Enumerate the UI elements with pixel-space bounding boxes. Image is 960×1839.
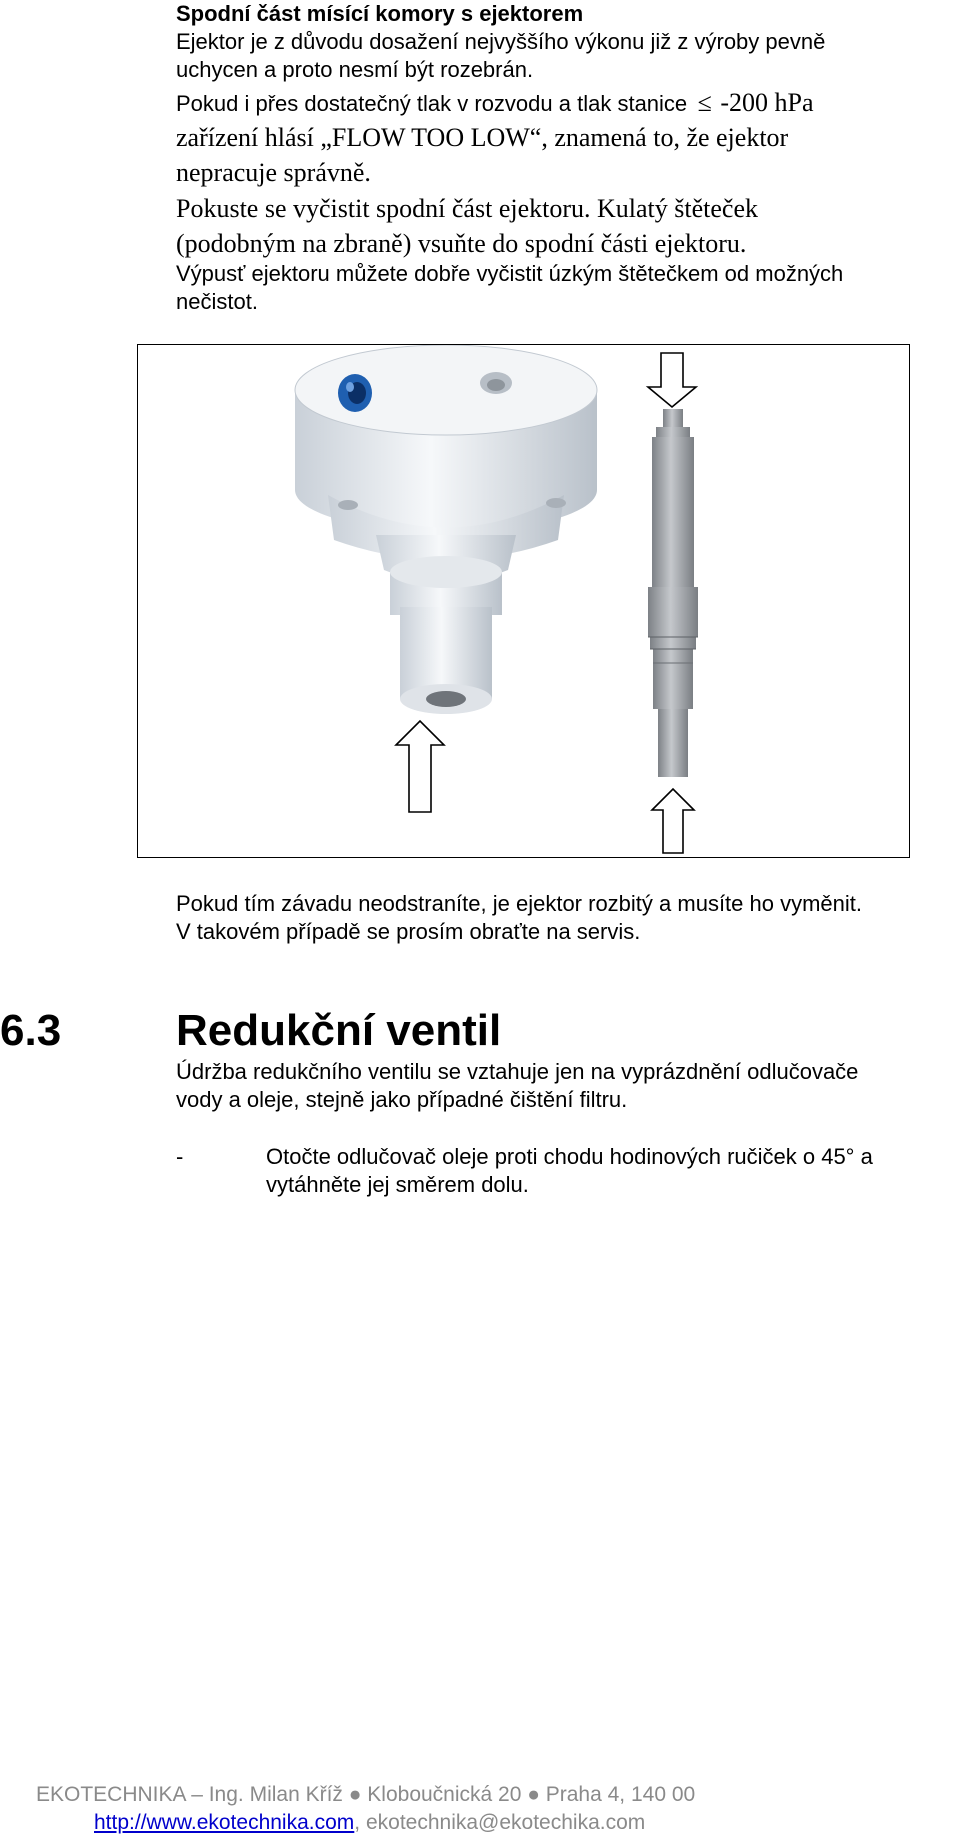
after-figure-line-2: V takovém případě se prosím obraťte na servis. <box>176 919 641 944</box>
pressure-line-text: Pokud i přes dostatečný tlak v rozvodu a tlak stanice <box>176 91 688 116</box>
footer-email: ekotechnika@ekotechika.com <box>365 1811 646 1834</box>
bullet-line-1: Otočte odlučovač oleje proti chodu hodinových ručiček o 45° a <box>266 1144 873 1169</box>
down-arrow-icon <box>648 353 696 407</box>
pressure-value: -200 hPa <box>720 88 814 117</box>
outlet-line-1: Výpusť ejektoru můžete dobře vyčistit úzkým štětečkem od možných <box>176 261 844 286</box>
after-figure-line-1: Pokud tím závadu neodstraníte, je ejektor rozbitý a musíte ho vyměnit. <box>176 891 863 916</box>
bullet-marker: - <box>176 1144 184 1169</box>
ejector-rod <box>648 409 698 777</box>
footer-separator: , <box>354 1811 366 1834</box>
section-body-line-1: Údržba redukčního ventilu se vztahuje jen na vyprázdnění odlučovače <box>176 1059 859 1084</box>
intro-line-1: Ejektor je z důvodu dosažení nejvyššího výkonu již z výroby pevně <box>176 29 826 54</box>
pressure-symbol: ≤ <box>697 88 712 117</box>
footer-contact <box>94 1809 645 1836</box>
intro-line-2: uchycen a proto nesmí být rozebrán. <box>176 57 534 82</box>
serif-line-3: Pokuste se vyčistit spodní část ejektoru. Kulatý štěteček <box>176 194 758 223</box>
footer-website-link[interactable]: http://www.ekotechnika.com <box>94 1811 355 1834</box>
section-body-line-2: vody a oleje, stejně jako případné čištění filtru. <box>176 1087 628 1112</box>
blue-fitting-icon <box>338 374 372 412</box>
footer-address: EKOTECHNIKA – Ing. Milan Kříž ● Kloboučnická 20 ● Praha 4, 140 00 <box>36 1783 696 1806</box>
serif-line-2: nepracuje správně. <box>176 158 371 187</box>
section-number: 6.3 <box>0 1006 62 1055</box>
bullet-line-2: vytáhněte jej směrem dolu. <box>266 1172 529 1197</box>
section-title: Redukční ventil <box>176 1006 502 1055</box>
serif-line-4: (podobným na zbraně) vsuňte do spodní části ejektoru. <box>176 229 747 258</box>
pressure-line <box>176 86 814 119</box>
section-heading: Spodní část mísící komory s ejektorem <box>176 1 584 26</box>
serif-line-1: zařízení hlásí „FLOW TOO LOW“, znamená to, že ejektor <box>176 123 789 152</box>
up-arrow-icon <box>396 721 444 812</box>
outlet-line-2: nečistot. <box>176 289 258 314</box>
ejector-figure <box>137 344 910 858</box>
up-arrow-rod-icon <box>652 789 694 853</box>
ejector-illustration <box>138 345 908 856</box>
